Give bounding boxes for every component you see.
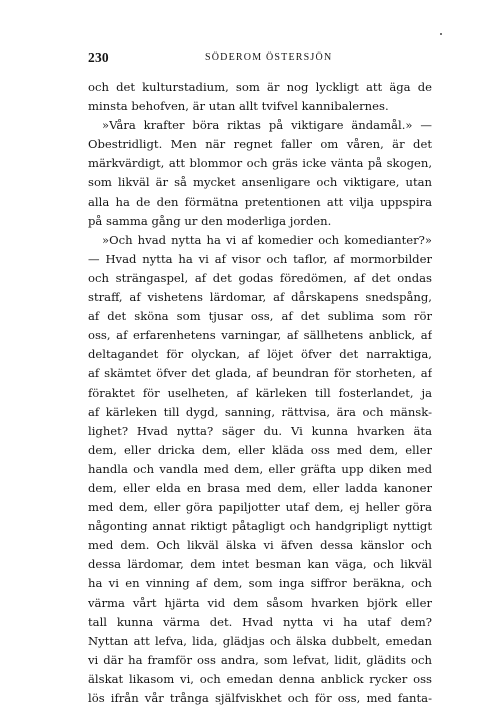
- text-line: på samma gång ur den moderliga jorden.: [88, 213, 332, 228]
- text-line: med dem. Och likväl älska vi äfven dessa känslor och: [88, 538, 432, 553]
- text-line: som likväl är så mycket ansenligare och viktigare, utan: [88, 175, 432, 190]
- page-number: 230: [88, 50, 109, 65]
- text-line: ha vi en vinning af dem, som inga siffror beräkna, och: [88, 576, 432, 591]
- text-line: af det sköna som tjusar oss, af det sublima som rör: [88, 309, 432, 324]
- text-line: någonting annat riktigt påtagligt och handgripligt nyttigt: [88, 519, 432, 534]
- text-line: med dem, eller göra papiljotter utaf dem, ej heller göra: [88, 500, 432, 515]
- print-speck: [440, 33, 442, 35]
- text-line: dem, eller elda en brasa med dem, eller ladda kanoner: [88, 480, 432, 495]
- text-line: lighet? Hvad nytta? säger du. Vi kunna hvarken äta: [88, 423, 432, 438]
- text-line: alla ha de den förmätna pretentionen att vilja uppspira: [88, 194, 432, 209]
- text-line: af kärleken till dygd, sanning, rättvisa, ära och mänsk-: [88, 404, 432, 419]
- text-line: af skämtet öfver det glada, af beundran för storheten, af: [88, 366, 432, 381]
- text-line: föraktet för uselheten, af kärleken till fosterlandet, ja: [88, 385, 432, 400]
- text-line: deltagandet för olyckan, af löjet öfver det narraktiga,: [88, 347, 432, 362]
- text-line: straff, af vishetens lärdomar, af dårskapens snedspång,: [88, 290, 432, 305]
- body-text: [88, 78, 432, 708]
- text-line: älskat likasom vi, och emedan denna anblick rycker oss: [88, 671, 432, 686]
- text-line: minsta behofven, är utan allt tvifvel kannibalernes.: [88, 99, 389, 114]
- text-line: märkvärdigt, att blommor och gräs icke vänta på skogen,: [88, 156, 432, 171]
- text-line: Nyttan att lefva, lida, glädjas och älska dubbelt, emedan: [88, 633, 432, 648]
- text-line: oss, af erfarenhetens varningar, af sällhetens anblick, af: [88, 328, 432, 343]
- text-line: vi där ha framför oss andra, som lefvat, lidit, glädits och: [88, 652, 432, 667]
- text-line: — Hvad nytta ha vi af visor och taflor, af mormorbilder: [88, 251, 432, 266]
- text-line: Obestridligt. Men när regnet faller om våren, är det: [88, 137, 432, 152]
- text-line: lös ifrån vår trånga själfviskhet och för oss, med fanta-: [88, 691, 432, 705]
- running-head: SÖDEROM ÖSTERSJÖN: [205, 52, 333, 63]
- text-line: dem, eller dricka dem, eller kläda oss med dem, eller: [88, 442, 432, 457]
- text-line: värma vårt hjärta vid dem såsom hvarken björk eller: [88, 595, 432, 610]
- text-line: tall kunna värma det. Hvad nytta vi ha utaf dem?: [88, 614, 432, 629]
- text-line: och strängaspel, af det godas föredömen, af det ondas: [88, 270, 432, 285]
- text-line: och det kulturstadium, som är nog lyckligt att äga de: [88, 80, 432, 94]
- page-header: [88, 50, 432, 66]
- text-line: »Och hvad nytta ha vi af komedier och komedianter?»: [102, 232, 432, 247]
- text-line: »Våra krafter böra riktas på viktigare ändamål.» —: [102, 118, 432, 133]
- text-line: dessa lärdomar, dem intet besman kan väga, och likväl: [88, 557, 432, 572]
- text-line: handla och vandla med dem, eller gräfta upp diken med: [88, 461, 432, 476]
